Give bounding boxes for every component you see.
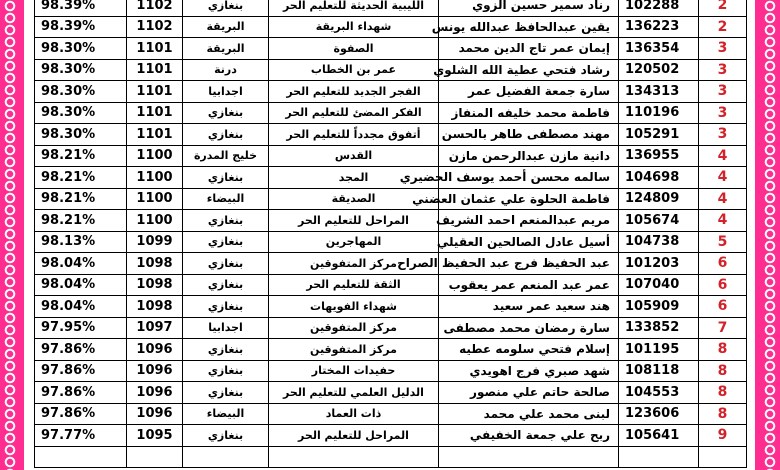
seat-number-cell: 136223	[619, 16, 699, 38]
school-cell: شهداء البريقة	[269, 16, 439, 38]
table-row	[35, 360, 747, 382]
city-cell: بنغازي	[183, 382, 269, 404]
rank-cell: 8	[699, 403, 747, 425]
seat-number-cell: 107040	[619, 274, 699, 296]
score-cell: 1101	[127, 38, 183, 60]
table-row	[35, 231, 747, 253]
city-cell: بنغازي	[183, 339, 269, 361]
school-cell: الصفوة	[269, 38, 439, 60]
school-cell: المراحل للتعليم الحر	[269, 210, 439, 232]
school-cell: الليبية الحديثة للتعليم الحر	[269, 0, 439, 16]
percentage-cell: 98.04%	[35, 296, 127, 318]
seat-number-cell: 120502	[619, 59, 699, 81]
school-cell: عمر بن الخطاب	[269, 59, 439, 81]
percentage-cell: 97.77%	[35, 425, 127, 447]
seat-number-cell: 101203	[619, 253, 699, 275]
table-row	[35, 167, 747, 189]
school-cell: الثقة للتعليم الحر	[269, 274, 439, 296]
seat-number-cell: 124809	[619, 188, 699, 210]
seat-number-cell: 101195	[619, 339, 699, 361]
left-chain-border	[2, 0, 18, 470]
percentage-cell: 98.30%	[35, 102, 127, 124]
table-row	[35, 382, 747, 404]
score-cell: 1097	[127, 317, 183, 339]
student-name-cell: عمر عبد المنعم عمر يعقوب	[439, 274, 619, 296]
city-cell: اجدابيا	[183, 81, 269, 103]
student-name-cell: صالحة حاتم علي منصور	[439, 382, 619, 404]
score-cell: 1098	[127, 296, 183, 318]
seat-number-cell: 104738	[619, 231, 699, 253]
student-name-cell: سارة جمعة الفضيل عمر	[439, 81, 619, 103]
rank-cell: 3	[699, 102, 747, 124]
score-cell: 1098	[127, 274, 183, 296]
score-cell: 1100	[127, 210, 183, 232]
score-cell: 1101	[127, 124, 183, 146]
student-name-cell: سارة رمضان محمد مصطفى	[439, 317, 619, 339]
rank-cell: 9	[699, 425, 747, 447]
seat-number-cell: 134313	[619, 81, 699, 103]
table-row	[35, 102, 747, 124]
right-chain-border	[762, 0, 778, 470]
table-row	[35, 38, 747, 60]
rank-cell: 4	[699, 167, 747, 189]
rank-cell: 2	[699, 16, 747, 38]
table-row	[35, 210, 747, 232]
rank-cell: 6	[699, 274, 747, 296]
school-cell: مركز المتفوقين	[269, 339, 439, 361]
school-cell: شهداء الفويهات	[269, 296, 439, 318]
city-cell: درنة	[183, 59, 269, 81]
rank-cell: 8	[699, 382, 747, 404]
percentage-cell: 98.30%	[35, 59, 127, 81]
rank-cell: 8	[699, 360, 747, 382]
student-name-cell: شهد صبري فرج اهويدي	[439, 360, 619, 382]
score-cell: 1096	[127, 382, 183, 404]
school-cell: حفيدات المختار	[269, 360, 439, 382]
school-cell: الفكر المضئ للتعليم الحر	[269, 102, 439, 124]
score-cell: 1096	[127, 360, 183, 382]
table-row	[35, 317, 747, 339]
student-name-cell: عبد الحفيظ فرج عبد الحفيظ الصراح	[439, 253, 619, 275]
table-row	[35, 403, 747, 425]
seat-number-cell: 136955	[619, 145, 699, 167]
student-name-cell: فاطمة محمد خليفه المنفاز	[439, 102, 619, 124]
percentage-cell: 98.21%	[35, 210, 127, 232]
city-cell: بنغازي	[183, 0, 269, 16]
score-cell: 1102	[127, 16, 183, 38]
table-row	[35, 296, 747, 318]
school-cell: المجد	[269, 167, 439, 189]
seat-number-cell: 133852	[619, 317, 699, 339]
city-cell: بنغازي	[183, 167, 269, 189]
percentage-cell: 98.30%	[35, 38, 127, 60]
percentage-cell: 98.21%	[35, 145, 127, 167]
table-row	[35, 425, 747, 447]
city-cell: بنغازي	[183, 124, 269, 146]
rank-cell: 5	[699, 231, 747, 253]
school-cell: الدليل العلمي للتعليم الحر	[269, 382, 439, 404]
seat-number-cell: 123606	[619, 403, 699, 425]
seat-number-cell: 136354	[619, 38, 699, 60]
percentage-cell: 98.21%	[35, 167, 127, 189]
score-cell: 1101	[127, 59, 183, 81]
percentage-cell: 98.21%	[35, 188, 127, 210]
student-name-cell: إسلام فتحي سلومه عطيه	[439, 339, 619, 361]
student-name-cell: سالمه محسن أحمد يوسف الحضيري	[439, 167, 619, 189]
seat-number-cell: 105909	[619, 296, 699, 318]
student-name-cell: ربح علي جمعة الخفيفي	[439, 425, 619, 447]
city-cell: بنغازي	[183, 360, 269, 382]
city-cell: بنغازي	[183, 296, 269, 318]
table-row	[35, 339, 747, 361]
score-cell: 1100	[127, 145, 183, 167]
rank-cell: 7	[699, 317, 747, 339]
school-cell: الفجر الجديد للتعليم الحر	[269, 81, 439, 103]
school-cell: المراحل للتعليم الحر	[269, 425, 439, 447]
seat-number-cell: 108118	[619, 360, 699, 382]
percentage-cell: 98.39%	[35, 0, 127, 16]
rank-cell: 4	[699, 210, 747, 232]
results-sheet	[24, 0, 755, 470]
seat-number-cell: 105291	[619, 124, 699, 146]
city-cell: بنغازي	[183, 274, 269, 296]
table-row	[35, 274, 747, 296]
student-name-cell: أسيل عادل الصالحين العقيلي	[439, 231, 619, 253]
rank-cell: 3	[699, 81, 747, 103]
seat-number-cell: 102288	[619, 0, 699, 16]
percentage-cell: 97.86%	[35, 382, 127, 404]
table-row	[35, 0, 747, 16]
school-cell: أتفوق مجدداً للتعليم الحر	[269, 124, 439, 146]
score-cell: 1102	[127, 0, 183, 16]
score-cell: 1096	[127, 339, 183, 361]
score-cell: 1101	[127, 81, 183, 103]
rank-cell: 3	[699, 124, 747, 146]
student-name-cell: هند سعيد عمر سعيد	[439, 296, 619, 318]
seat-number-cell: 104698	[619, 167, 699, 189]
results-table	[34, 0, 747, 468]
score-cell: 1096	[127, 403, 183, 425]
school-cell: ذات العماد	[269, 403, 439, 425]
city-cell: بنغازي	[183, 102, 269, 124]
rank-cell: 8	[699, 339, 747, 361]
student-name-cell: رناد سمير حسين الزوي	[439, 0, 619, 16]
percentage-cell: 97.86%	[35, 360, 127, 382]
percentage-cell: 98.30%	[35, 124, 127, 146]
table-row	[35, 124, 747, 146]
student-name-cell: فاطمة الحلوة علي عثمان العضني	[439, 188, 619, 210]
city-cell: البيضاء	[183, 403, 269, 425]
city-cell: بنغازي	[183, 425, 269, 447]
percentage-cell: 98.04%	[35, 274, 127, 296]
city-cell: البيضاء	[183, 188, 269, 210]
percentage-cell: 98.30%	[35, 81, 127, 103]
rank-cell: 3	[699, 38, 747, 60]
school-cell: الصديقة	[269, 188, 439, 210]
percentage-cell: 98.39%	[35, 16, 127, 38]
percentage-cell: 97.86%	[35, 339, 127, 361]
student-name-cell: يقين عبدالحافظ عبدالله يونس	[439, 16, 619, 38]
rank-cell: 4	[699, 145, 747, 167]
seat-number-cell: 105674	[619, 210, 699, 232]
score-cell: 1095	[127, 425, 183, 447]
student-name-cell: مريم عبدالمنعم احمد الشريف	[439, 210, 619, 232]
table-row	[35, 81, 747, 103]
percentage-cell: 98.04%	[35, 253, 127, 275]
city-cell: البريقة	[183, 38, 269, 60]
score-cell: 1101	[127, 102, 183, 124]
percentage-cell: 97.95%	[35, 317, 127, 339]
city-cell: اجدابيا	[183, 317, 269, 339]
city-cell: بنغازي	[183, 231, 269, 253]
table-row	[35, 145, 747, 167]
table-row	[35, 188, 747, 210]
school-cell: مركز المتفوقين	[269, 253, 439, 275]
seat-number-cell: 110196	[619, 102, 699, 124]
student-name-cell: رشاد فتحي عطية الله الشلوي	[439, 59, 619, 81]
school-cell: مركز المتفوقين	[269, 317, 439, 339]
table-row	[35, 253, 747, 275]
student-name-cell: مهند مصطفى طاهر بالحسن	[439, 124, 619, 146]
city-cell: بنغازي	[183, 253, 269, 275]
table-row-partial	[35, 446, 747, 468]
rank-cell: 6	[699, 253, 747, 275]
rank-cell: 3	[699, 59, 747, 81]
percentage-cell: 98.13%	[35, 231, 127, 253]
city-cell: خليج المدرة	[183, 145, 269, 167]
table-row	[35, 59, 747, 81]
rank-cell: 6	[699, 296, 747, 318]
percentage-cell: 97.86%	[35, 403, 127, 425]
city-cell: البريقة	[183, 16, 269, 38]
student-name-cell: لبنى محمد علي محمد	[439, 403, 619, 425]
score-cell: 1100	[127, 167, 183, 189]
score-cell: 1099	[127, 231, 183, 253]
table-row	[35, 16, 747, 38]
rank-cell: 4	[699, 188, 747, 210]
score-cell: 1098	[127, 253, 183, 275]
rank-cell: 2	[699, 0, 747, 16]
city-cell: بنغازي	[183, 210, 269, 232]
school-cell: القدس	[269, 145, 439, 167]
seat-number-cell: 105641	[619, 425, 699, 447]
seat-number-cell: 104553	[619, 382, 699, 404]
student-name-cell: إيمان عمر تاج الدين محمد	[439, 38, 619, 60]
school-cell: المهاجرين	[269, 231, 439, 253]
score-cell: 1100	[127, 188, 183, 210]
student-name-cell: دانية مازن عبدالرحمن مازن	[439, 145, 619, 167]
